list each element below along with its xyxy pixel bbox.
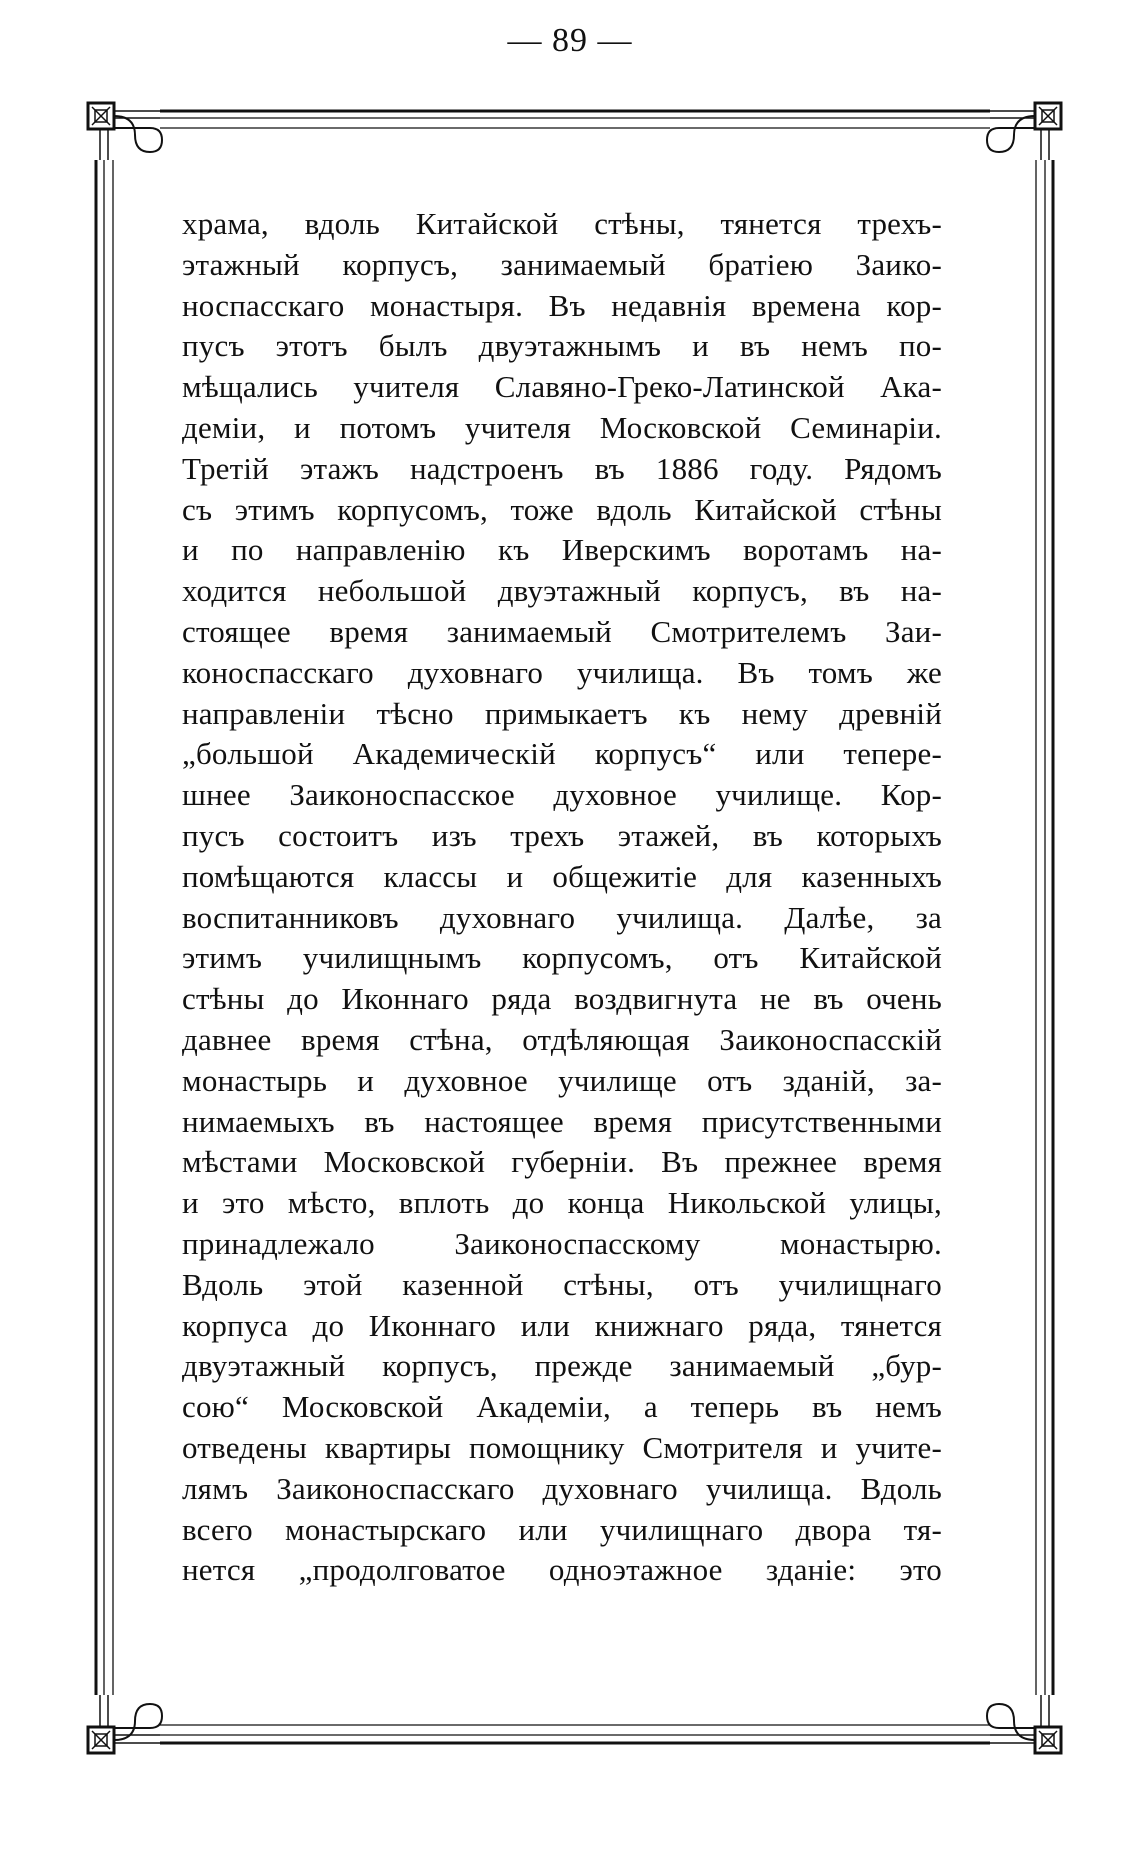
text-line: двуэтажный корпусъ, прежде занимаемый „бур- [182, 1348, 942, 1384]
corner-ornament-top-left [88, 103, 162, 160]
corner-ornament-top-right [987, 103, 1061, 160]
body-text [182, 204, 942, 1591]
text-line: помѣщаются классы и общежитіе для казенныхъ [182, 858, 942, 894]
text-line: пусъ этотъ былъ двуэтажнымъ и въ немъ по- [182, 328, 942, 364]
corner-ornament-bottom-left [88, 1695, 162, 1753]
text-line: давнее время стѣна, отдѣляющая Заиконоспасскій [182, 1021, 942, 1057]
corner-ornament-bottom-right [987, 1695, 1061, 1753]
text-line: отведены квартиры помощнику Смотрителя и учите- [182, 1429, 942, 1465]
text-line: корпуса до Иконнаго или книжнаго ряда, тянется [182, 1307, 942, 1343]
text-line: мѣстами Московской губерніи. Въ прежнее время [182, 1144, 942, 1180]
page-number: — 89 — [507, 22, 633, 59]
text-line: лямъ Заиконоспасскаго духовнаго училища. Вдоль [182, 1470, 942, 1506]
text-line: и это мѣсто, вплоть до конца Никольской улицы, [182, 1185, 942, 1221]
text-line: всего монастырскаго или училищнаго двора тя- [182, 1511, 942, 1547]
text-line: храма, вдоль Китайской стѣны, тянется трехъ- [182, 206, 942, 241]
text-line: монастырь и духовное училище отъ зданій, за- [182, 1062, 942, 1098]
text-line: сою“ Московской Академіи, а теперь въ немъ [182, 1389, 942, 1425]
text-line: нется „продолговатое одноэтажное зданіе: это [182, 1552, 942, 1588]
text-line: и по направленію къ Иверскимъ воротамъ на- [182, 532, 942, 568]
text-line: ходится небольшой двуэтажный корпусъ, въ на- [182, 573, 942, 609]
text-line: принадлежало Заиконоспасскому монастырю. [182, 1225, 942, 1261]
text-line: стѣны до Иконнаго ряда воздвигнута не въ очень [182, 981, 942, 1017]
text-line: нимаемыхъ въ настоящее время присутственными [182, 1103, 942, 1139]
text-line: носпасскаго монастыря. Въ недавнія времена кор- [182, 287, 942, 323]
text-line: Третій этажъ надстроенъ въ 1886 году. Рядомъ [182, 450, 942, 486]
text-line: коноспасскаго духовнаго училища. Въ томъ же [182, 654, 942, 690]
text-line: этимъ училищнымъ корпусомъ, отъ Китайской [182, 940, 942, 976]
text-line: пусъ состоитъ изъ трехъ этажей, въ которыхъ [182, 817, 942, 853]
text-line: съ этимъ корпусомъ, тоже вдоль Китайской стѣны [182, 491, 942, 527]
text-line: шнее Заиконоспасское духовное училище. Кор- [182, 777, 942, 813]
text-line: деміи, и потомъ учителя Московской Семинаріи. [182, 409, 942, 445]
text-line: Вдоль этой казенной стѣны, отъ училищнаго [182, 1266, 942, 1302]
text-line: мѣщались учителя Славяно-Греко-Латинской Ака- [182, 369, 942, 405]
text-line: воспитанниковъ духовнаго училища. Далѣе, за [182, 899, 942, 935]
text-line: этажный корпусъ, занимаемый братіею Заико- [182, 246, 942, 282]
text-line: стоящее время занимаемый Смотрителемъ Заи- [182, 613, 942, 649]
text-line: „большой Академическій корпусъ“ или тепере- [182, 736, 942, 772]
text-line: направленіи тѣсно примыкаетъ къ нему древній [182, 695, 942, 731]
